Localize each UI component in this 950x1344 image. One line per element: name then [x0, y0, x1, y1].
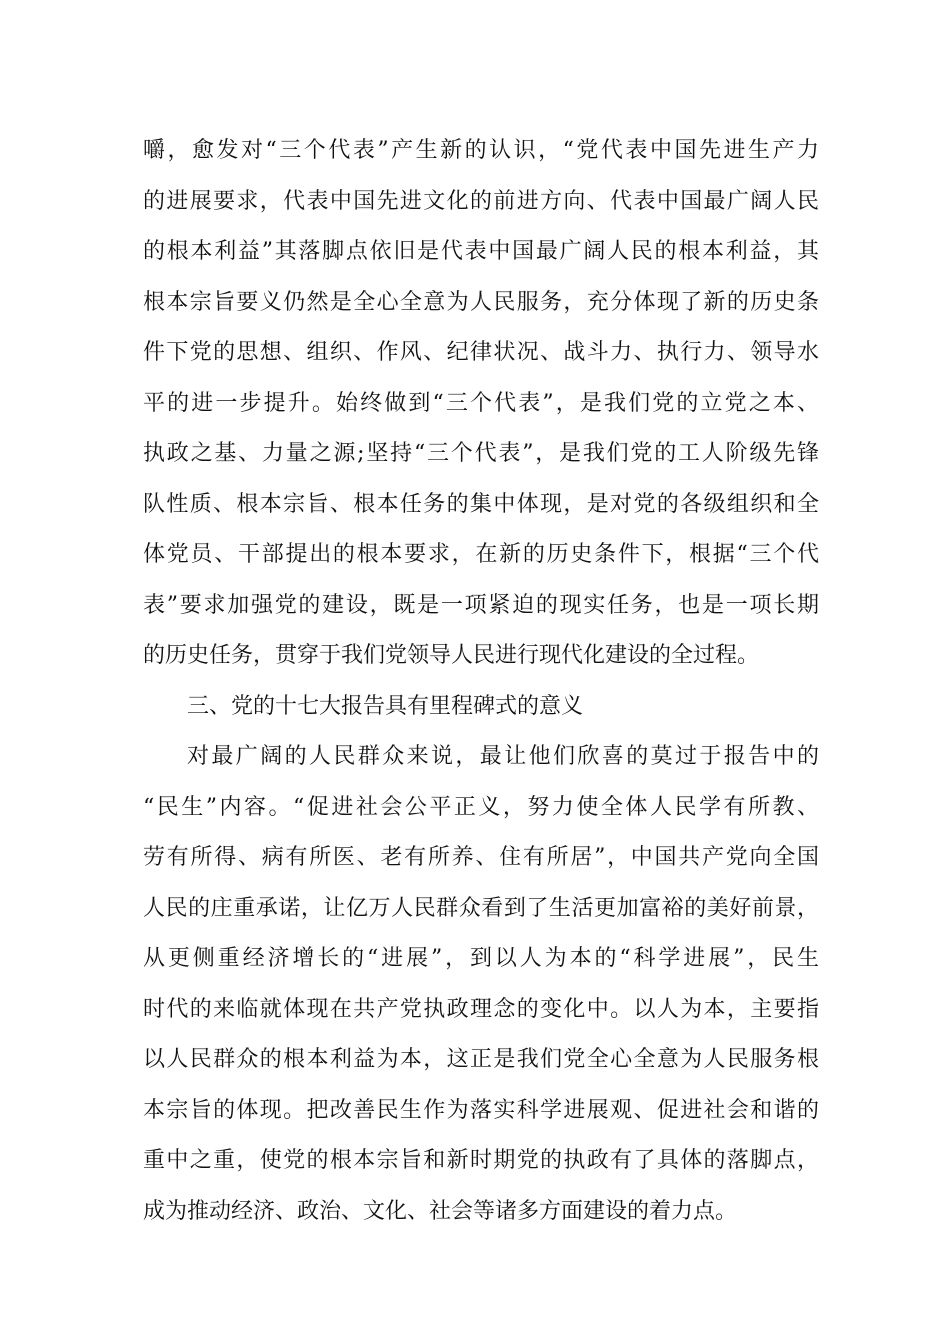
paragraph-continued: [143, 126, 819, 682]
text-line: 的历史任务，贯穿于我们党领导人民进行现代化建设的全过程。: [143, 643, 760, 668]
text-line: 成为推动经济、政治、文化、社会等诸多方面建设的着力点。: [143, 1198, 738, 1224]
text-line: 时代的来临就体现在共产党执政理念的变化中。以人为本，主要指: [143, 996, 819, 1022]
text-line: 根本宗旨要义仍然是全心全意为人民服务，充分体现了新的历史条: [143, 289, 819, 315]
text-line: 的根本利益”其落脚点依旧是代表中国最广阔人民的根本利益，其: [143, 239, 819, 264]
text-line: 以人民群众的根本利益为本，这正是我们党全心全意为人民服务根: [143, 1047, 819, 1072]
text-line: 嚼，愈发对“三个代表”产生新的认识，“党代表中国先进生产力: [143, 138, 819, 163]
text-line: 平的进一步提升。始终做到“三个代表”，是我们党的立党之本、: [143, 390, 819, 416]
text-line: “民生”内容。“促进社会公平正义，努力使全体人民学有所教、: [143, 794, 819, 820]
paragraph-2: [143, 732, 819, 1237]
section-heading: 三、党的十七大报告具有里程碑式的意义: [187, 693, 584, 719]
text-line: 执政之基、力量之源;坚持“三个代表”，是我们党的工人阶级先锋: [143, 441, 819, 466]
text-line: 劳有所得、病有所医、老有所养、住有所居”，中国共产党向全国: [143, 845, 819, 870]
text-line: 队性质、根本宗旨、根本任务的集中体现，是对党的各级组织和全: [143, 491, 819, 517]
text-line: 重中之重，使党的根本宗旨和新时期党的执政有了具体的落脚点，: [143, 1148, 819, 1173]
text-line: 体党员、干部提出的根本要求，在新的历史条件下，根据“三个代: [143, 542, 819, 567]
document-body: [143, 126, 819, 1237]
text-line: 从更侧重经济增长的“进展”，到以人为本的“科学进展”，民生: [143, 946, 819, 971]
text-line: 对最广阔的人民群众来说，最让他们欣喜的莫过于报告中的: [187, 744, 819, 769]
text-line: 人民的庄重承诺，让亿万人民群众看到了生活更加富裕的美好前景，: [143, 895, 819, 921]
text-line: 的进展要求，代表中国先进文化的前进方向、代表中国最广阔人民: [143, 188, 819, 214]
text-line: 件下党的思想、组织、作风、纪律状况、战斗力、执行力、领导水: [143, 340, 819, 365]
text-line: 表”要求加强党的建设，既是一项紧迫的现实任务，也是一项长期: [143, 592, 819, 618]
text-line: 本宗旨的体现。把改善民生作为落实科学进展观、促进社会和谐的: [143, 1097, 819, 1123]
